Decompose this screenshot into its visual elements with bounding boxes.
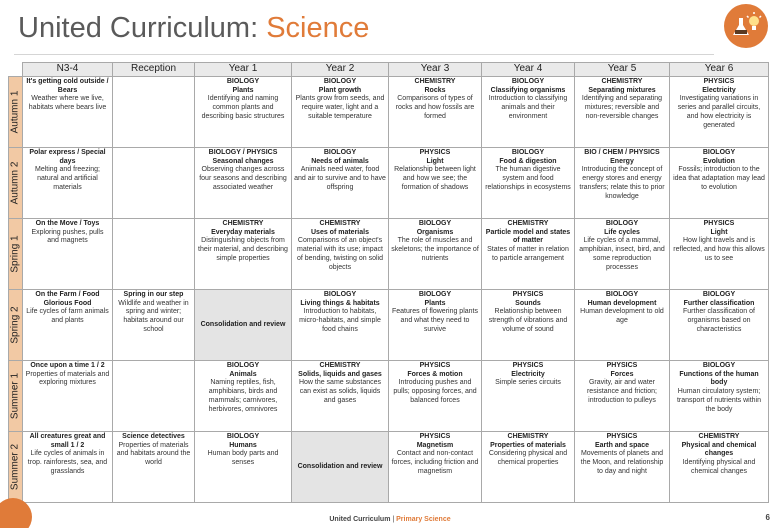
cell-description: Further classification of organisms based on characteristics	[683, 308, 755, 333]
cell-y5	[575, 361, 670, 432]
cell-topic: Humans	[229, 441, 257, 449]
cell-n34	[23, 148, 113, 219]
cell-subject: BIOLOGY	[226, 78, 260, 85]
column-header: Year 3	[389, 63, 482, 77]
cell-y4	[482, 290, 575, 361]
cell-y4	[482, 77, 575, 148]
column-header: Year 6	[670, 63, 769, 77]
cell-topic: Physical and chemical changes	[681, 441, 757, 458]
cell-description: Introduction to classifying animals and their environment	[488, 95, 568, 120]
cell-y5	[575, 290, 670, 361]
cell-subject: CHEMISTRY	[222, 220, 264, 227]
cell-topic: Energy	[610, 157, 634, 165]
term-label-autumn-2	[9, 148, 23, 219]
cell-description: Animals need water, food and air to survive and to have offspring	[294, 166, 386, 191]
term-label-summer-2	[9, 432, 23, 503]
cell-y1	[195, 219, 292, 290]
column-header: Year 2	[292, 63, 389, 77]
cell-topic: Living things & habitats	[300, 299, 380, 307]
cell-subject: PHYSICS	[419, 433, 451, 440]
cell-description: The human digestive system and food relationships in ecosystems	[485, 166, 571, 191]
cell-y2	[292, 148, 389, 219]
cell-description: Human body parts and senses	[207, 450, 279, 467]
cell-description: Identifying physical and chemical changes	[682, 459, 756, 475]
cell-description: Investigating variations in series and parallel circuits, and how electricity is generated	[677, 95, 761, 129]
cell-description: Properties of materials and exploring mixtures	[25, 370, 110, 387]
table-row	[9, 290, 769, 361]
cell-description: States of matter in relation to particle arrangement	[487, 246, 569, 262]
table-row	[9, 432, 769, 503]
term-label-text: Spring 1	[9, 235, 21, 273]
cell-description: Human circulatory system; transport of nutrients within the body	[676, 388, 762, 413]
cell-description: Exploring pushes, pulls and magnets	[31, 228, 104, 245]
table-row	[9, 77, 769, 148]
cell-reception	[113, 77, 195, 148]
cell-reception	[113, 290, 195, 361]
cell-subject: CHEMISTRY	[414, 78, 456, 85]
cell-y2-consolidation	[292, 432, 389, 503]
cell-description: Relationship between light and how we see; the formation of shadows	[394, 166, 476, 191]
table-header-row	[9, 63, 769, 77]
cell-subject: BIOLOGY	[702, 362, 736, 369]
cell-topic: Organisms	[416, 228, 454, 236]
cell-y1	[195, 432, 292, 503]
cell-topic: Functions of the human body	[679, 370, 759, 387]
cell-topic: Everyday materials	[211, 228, 275, 236]
cell-topic: Animals	[229, 370, 257, 378]
term-label-spring-1	[9, 219, 23, 290]
cell-subject: BIOLOGY	[323, 78, 357, 85]
table-row	[9, 361, 769, 432]
cell-topic: Food & digestion	[499, 157, 557, 165]
title-accent: Science	[266, 12, 370, 44]
cell-topic: On the Farm / Food Glorious Food	[35, 291, 100, 307]
column-header: Year 4	[482, 63, 575, 77]
cell-y2	[292, 77, 389, 148]
cell-subject: CHEMISTRY	[319, 220, 361, 227]
cell-topic: Rocks	[424, 86, 446, 94]
cell-topic: Human development	[587, 299, 657, 307]
title-prefix: United Curriculum:	[18, 12, 267, 44]
cell-description: Introduction to habitats, micro-habitats, and simple food chains	[299, 308, 381, 333]
cell-topic: Plant growth	[318, 86, 362, 94]
cell-topic: Earth and space	[594, 441, 650, 449]
column-header: N3-4	[23, 63, 113, 77]
cell-description: Identifying and naming common plants and describing basic structures	[201, 95, 285, 120]
cell-topic: Evolution	[703, 157, 735, 165]
cell-description: Comparisons of types of rocks and how fossils are formed	[395, 95, 475, 120]
column-header: Year 1	[195, 63, 292, 77]
cell-reception	[113, 361, 195, 432]
cell-subject: BIOLOGY	[605, 291, 639, 298]
term-label-autumn-1	[9, 77, 23, 148]
cell-description: Properties of materials and habitats around the world	[116, 441, 191, 467]
cell-n34	[23, 290, 113, 361]
cell-topic: Magnetism	[416, 441, 454, 449]
cell-y4	[482, 219, 575, 290]
page-number: 6	[765, 513, 770, 522]
cell-subject: CHEMISTRY	[507, 433, 549, 440]
header-corner	[9, 63, 23, 77]
cell-description: Gravity, air and water resistance and friction; introduction to pulleys	[586, 379, 658, 404]
cell-y1-consolidation	[195, 290, 292, 361]
term-label-text: Summer 1	[9, 372, 21, 420]
cell-topic: Life cycles	[604, 228, 640, 236]
cell-y5	[575, 77, 670, 148]
cell-topic: Once upon a time 1 / 2	[30, 362, 105, 369]
cell-subject: BIOLOGY	[605, 220, 639, 227]
cell-topic: Particle model and states of matter	[485, 228, 571, 245]
cell-topic: All creatures great and small 1 / 2	[29, 433, 106, 449]
footer-separator: |	[390, 516, 397, 523]
cell-subject: PHYSICS	[703, 220, 735, 227]
cell-y6	[670, 432, 769, 503]
science-beaker-bulb-icon	[724, 4, 768, 48]
cell-subject: PHYSICS	[419, 149, 451, 156]
term-label-text: Summer 2	[9, 443, 21, 491]
cell-subject: BIOLOGY	[511, 149, 545, 156]
cell-description: The role of muscles and skeletons; the importance of nutrients	[391, 237, 479, 262]
term-label-text: Autumn 1	[9, 90, 21, 134]
cell-y3	[389, 432, 482, 503]
term-label-spring-2	[9, 290, 23, 361]
table-row	[9, 148, 769, 219]
cell-topic: On the Move / Toys	[35, 220, 100, 227]
cell-reception	[113, 432, 195, 503]
cell-topic: It's getting cold outside / Bears	[26, 78, 109, 94]
cell-n34	[23, 432, 113, 503]
cell-reception	[113, 148, 195, 219]
page-footer	[0, 516, 780, 523]
page-title	[18, 12, 369, 45]
cell-topic: Consolidation and review	[200, 320, 286, 328]
cell-y1	[195, 148, 292, 219]
cell-description: Comparisons of an object's material with its use; impact of bending, twisting on solid objects	[297, 237, 383, 271]
cell-subject: BIOLOGY	[226, 362, 260, 369]
term-label-text: Spring 2	[9, 306, 21, 344]
cell-description: Human development to old age	[580, 308, 664, 325]
cell-description: Movements of planets and the Moon, and relationship to day and night	[580, 450, 664, 475]
cell-y3	[389, 290, 482, 361]
cell-topic: Light	[426, 157, 444, 165]
cell-y3	[389, 148, 482, 219]
cell-topic: Light	[710, 228, 728, 236]
cell-description: Simple series circuits	[495, 379, 561, 387]
cell-topic: Uses of materials	[311, 228, 369, 236]
cell-y6	[670, 290, 769, 361]
cell-topic: Spring in our step	[123, 291, 184, 298]
cell-subject: CHEMISTRY	[601, 78, 643, 85]
cell-y4	[482, 432, 575, 503]
cell-subject: CHEMISTRY	[507, 220, 549, 227]
cell-y2	[292, 290, 389, 361]
cell-description: Considering physical and chemical properties	[488, 450, 568, 467]
table-row	[9, 219, 769, 290]
cell-subject: BIOLOGY	[323, 149, 357, 156]
cell-topic: Electricity	[511, 370, 545, 378]
cell-y6	[670, 77, 769, 148]
cell-description: Distinguishing objects from their material, and describing simple properties	[198, 237, 288, 262]
cell-n34	[23, 77, 113, 148]
cell-description: Life cycles of farm animals and plants	[26, 308, 109, 325]
cell-subject: BIOLOGY	[702, 291, 736, 298]
cell-subject: BIOLOGY	[418, 291, 452, 298]
cell-description: Contact and non-contact forces, including friction and magnetism	[391, 450, 479, 475]
cell-description: Life cycles of animals in trop. rainforests, sea, and grasslands	[27, 450, 108, 475]
cell-description: Features of flowering plants and what they need to survive	[392, 308, 478, 333]
cell-topic: Consolidation and review	[297, 462, 383, 470]
cell-subject: BIOLOGY	[702, 149, 736, 156]
cell-topic: Polar express / Special days	[29, 149, 106, 165]
cell-subject: BIOLOGY	[226, 433, 260, 440]
cell-topic: Science detectives	[122, 433, 185, 440]
cell-y5	[575, 219, 670, 290]
cell-subject: BIOLOGY	[511, 78, 545, 85]
footer-left: United Curriculum	[329, 516, 391, 523]
cell-description: Observing changes across four seasons and describing associated weather	[199, 166, 287, 191]
cell-description: Identifying and separating mixtures; reversible and non-reversible changes	[581, 95, 663, 120]
cell-subject: PHYSICS	[606, 433, 638, 440]
cell-description: Introducing the concept of energy stores and energy transfers; relate this to prior knowledge	[579, 166, 665, 200]
cell-description: Fossils; introduction to the idea that adaptation may lead to evolution	[673, 166, 765, 191]
cell-y4	[482, 148, 575, 219]
cell-n34	[23, 361, 113, 432]
column-header: Year 5	[575, 63, 670, 77]
term-label-text: Autumn 2	[9, 161, 21, 205]
cell-description: Weather where we live, habitats where bears live	[28, 95, 107, 112]
cell-topic: Separating mixtures	[588, 86, 656, 94]
cell-description: Introducing pushes and pulls; opposing forces, and balanced forces	[393, 379, 477, 404]
cell-topic: Plants	[424, 299, 446, 307]
cell-description: Melting and freezing; natural and artificial materials	[35, 166, 100, 191]
cell-subject: CHEMISTRY	[319, 362, 361, 369]
cell-topic: Forces	[610, 370, 634, 378]
cell-subject: CHEMISTRY	[698, 433, 740, 440]
cell-topic: Needs of animals	[311, 157, 369, 165]
cell-subject: PHYSICS	[703, 78, 735, 85]
cell-y2	[292, 361, 389, 432]
cell-description: Plants grow from seeds, and require water, light and a suitable temperature	[295, 95, 385, 120]
footer-right: Primary Science	[396, 516, 451, 523]
cell-subject: PHYSICS	[512, 362, 544, 369]
cell-y6	[670, 148, 769, 219]
cell-topic: Properties of materials	[490, 441, 566, 449]
cell-subject: BIOLOGY	[418, 220, 452, 227]
cell-description: How light travels and is reflected, and how this allows us to see	[673, 237, 765, 262]
cell-subject: PHYSICS	[512, 291, 544, 298]
cell-topic: Solids, liquids and gases	[298, 370, 382, 378]
column-header: Reception	[113, 63, 195, 77]
cell-y6	[670, 219, 769, 290]
cell-topic: Plants	[232, 86, 254, 94]
cell-topic: Classifying organisms	[490, 86, 566, 94]
cell-description: How the same substances can exist as solids, liquids and gases	[298, 379, 382, 404]
cell-y5	[575, 432, 670, 503]
cell-topic: Sounds	[515, 299, 541, 307]
cell-y2	[292, 219, 389, 290]
cell-y1	[195, 361, 292, 432]
cell-topic: Further classification	[683, 299, 755, 307]
cell-subject: BIOLOGY	[323, 291, 357, 298]
cell-y6	[670, 361, 769, 432]
term-label-summer-1	[9, 361, 23, 432]
cell-y5	[575, 148, 670, 219]
cell-subject: BIOLOGY / PHYSICS	[208, 149, 278, 156]
cell-description: Naming reptiles, fish, amphibians, birds and mammals; carnivores, herbivores, omnivores	[208, 379, 278, 413]
cell-topic: Electricity	[702, 86, 736, 94]
cell-topic: Seasonal changes	[212, 157, 274, 165]
cell-y3	[389, 361, 482, 432]
cell-subject: PHYSICS	[419, 362, 451, 369]
cell-topic: Forces & motion	[407, 370, 463, 378]
title-divider	[14, 54, 714, 55]
cell-description: Life cycles of a mammal, amphibian, insect, bird, and some reproduction processes	[579, 237, 665, 271]
cell-reception	[113, 219, 195, 290]
cell-description: Wildlife and weather in spring and winter; habitats around our school	[118, 299, 189, 333]
cell-subject: PHYSICS	[606, 362, 638, 369]
cell-y4	[482, 361, 575, 432]
cell-y3	[389, 219, 482, 290]
curriculum-table	[8, 62, 769, 503]
cell-subject: BIO / CHEM / PHYSICS	[584, 149, 660, 156]
cell-n34	[23, 219, 113, 290]
cell-y3	[389, 77, 482, 148]
cell-description: Relationship between strength of vibrations and volume of sound	[488, 308, 568, 333]
cell-y1	[195, 77, 292, 148]
